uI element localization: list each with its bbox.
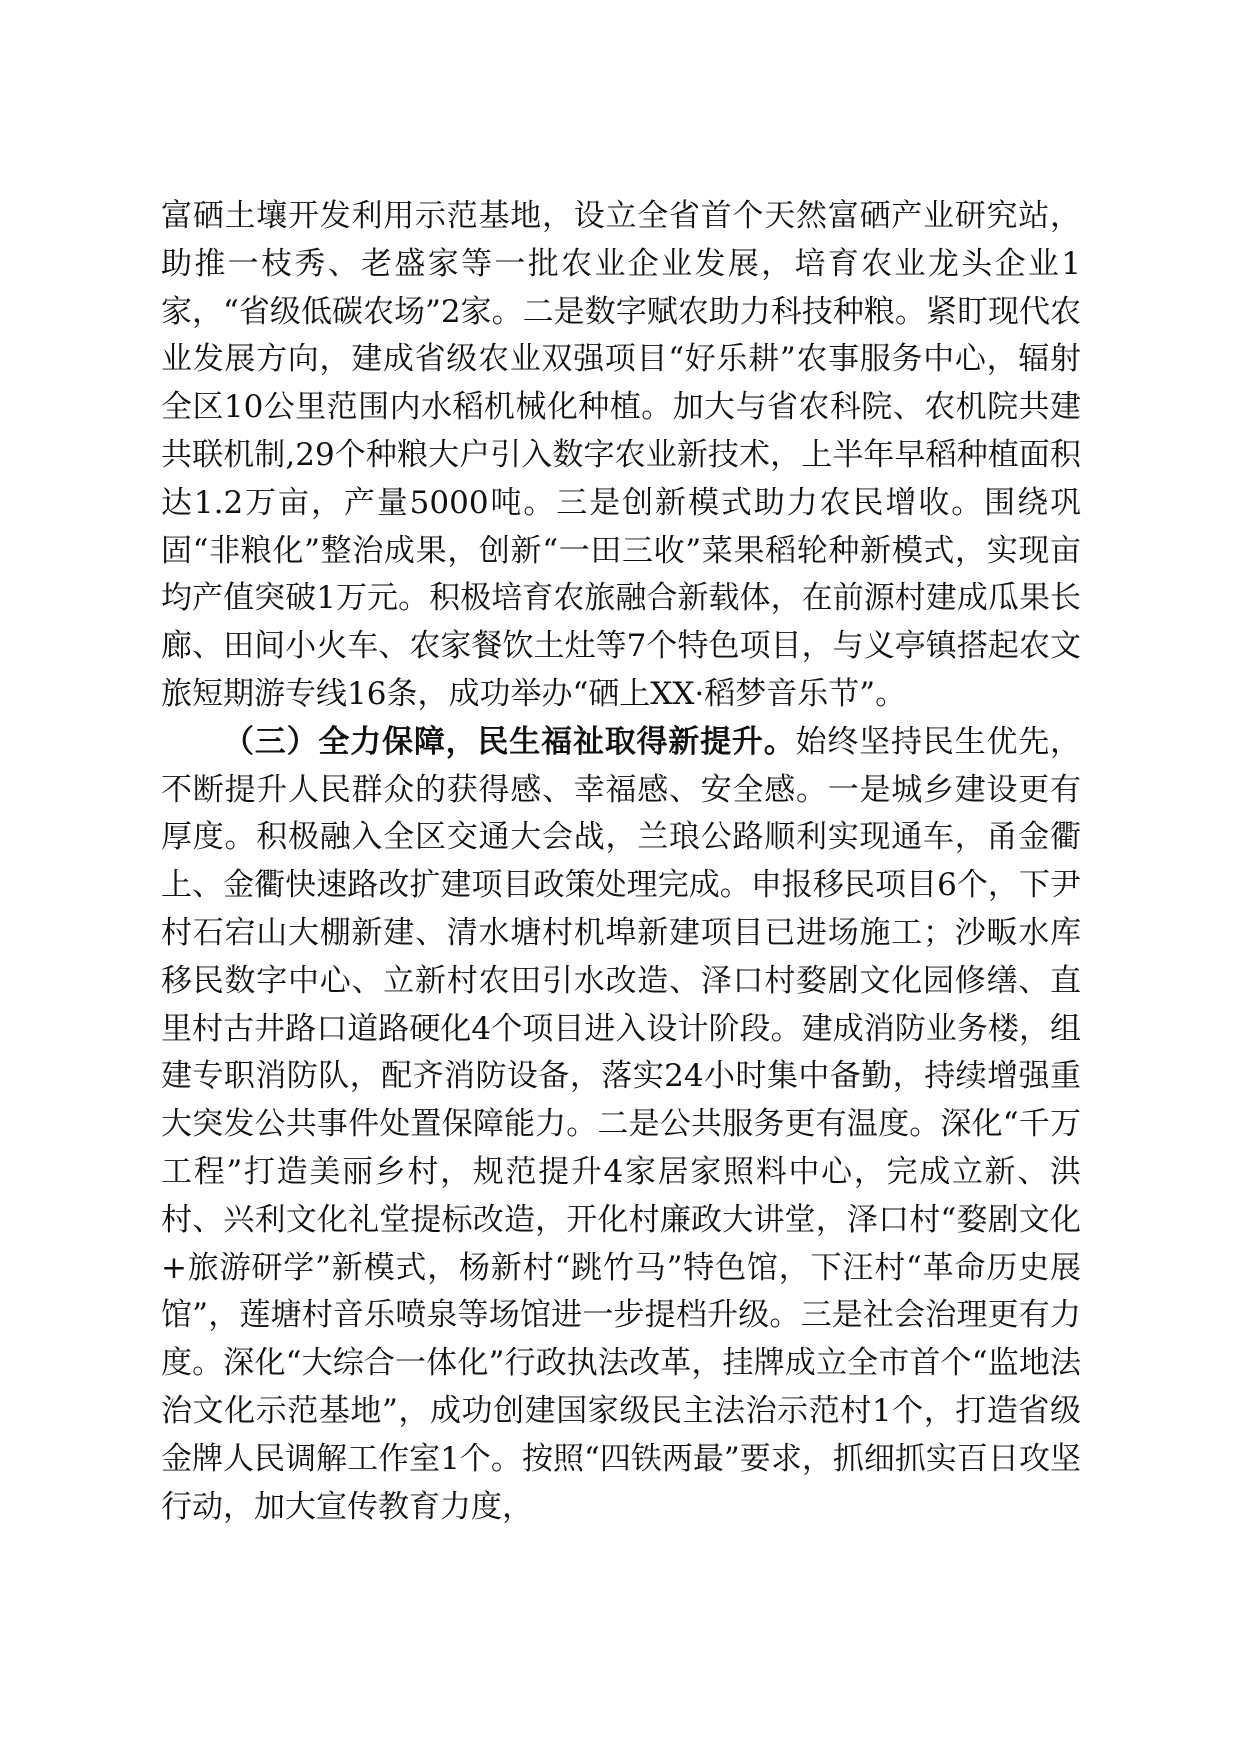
paragraph-1-text: 富硒土壤开发利用示范基地，设立全省首个天然富硒产业研究站，助推一枝秀、老盛家等一批农业企业发展，培育农业龙头企业1家，“省级低碳农场”2家。二是数字赋农助力科技种粮。紧盯现代农业发展方向，建成省级农业双强项目“好乐耕”农事服务中心，辐射全区10公里范围内水稻机械化种植。加大与省农科院、农机院共建共联机制,29个种粮大户引入数字农业新技术，上半年早稻种植面积达1.2万亩，产量5000吨。三是创新模式助力农民增收。围绕巩固“非粮化”整治成果，创新“一田三收”菜果稻轮种新模式，实现亩均产值突破1万元。积极培育农旅融合新载体，在前源村建成瓜果长廊、田间小火车、农家餐饮土灶等7个特色项目，与义亭镇搭起农文旅短期游专线16条，成功举办“硒上XX·稻梦音乐节”。 [161, 198, 1081, 712]
document-page [161, 193, 1081, 1531]
paragraph-2 [161, 719, 1081, 1532]
paragraph-2-text: 始终坚持民生优先，不断提升人民群众的获得感、幸福感、安全感。一是城乡建设更有厚度。积极融入全区交通大会战，兰琅公路顺利实现通车，甬金衢上、金衢快速路改扩建项目政策处理完成。申报移民项目6个，下尹村石宕山大棚新建、清水塘村机埠新建项目已进场施工；沙畈水库移民数字中心、立新村农田引水改造、泽口村婺剧文化园修缮、直里村古井路口道路硬化4个项目进入设计阶段。建成消防业务楼，组建专职消防队，配齐消防设备，落实24小时集中备勤，持续增强重大突发公共事件处置保障能力。二是公共服务更有温度。深化“千万工程”打造美丽乡村，规范提升4家居家照料中心，完成立新、洪村、兴利文化礼堂提标改造，开化村廉政大讲堂，泽口村“婺剧文化+旅游研学”新模式，杨新村“跳竹马”特色馆，下汪村“革命历史展馆”，莲塘村音乐喷泉等场馆进一步提档升级。三是社会治理更有力度。深化“大综合一体化”行政执法改革，挂牌成立全市首个“监地法治文化示范基地”，成功创建国家级民主法治示范村1个，打造省级金牌人民调解工作室1个。按照“四铁两最”要求，抓细抓实百日攻坚行动，加大宣传教育力度， [161, 723, 1082, 1525]
paragraph-1 [161, 193, 1081, 719]
paragraph-2-heading: （三）全力保障，民生福祉取得新提升。 [223, 723, 796, 760]
